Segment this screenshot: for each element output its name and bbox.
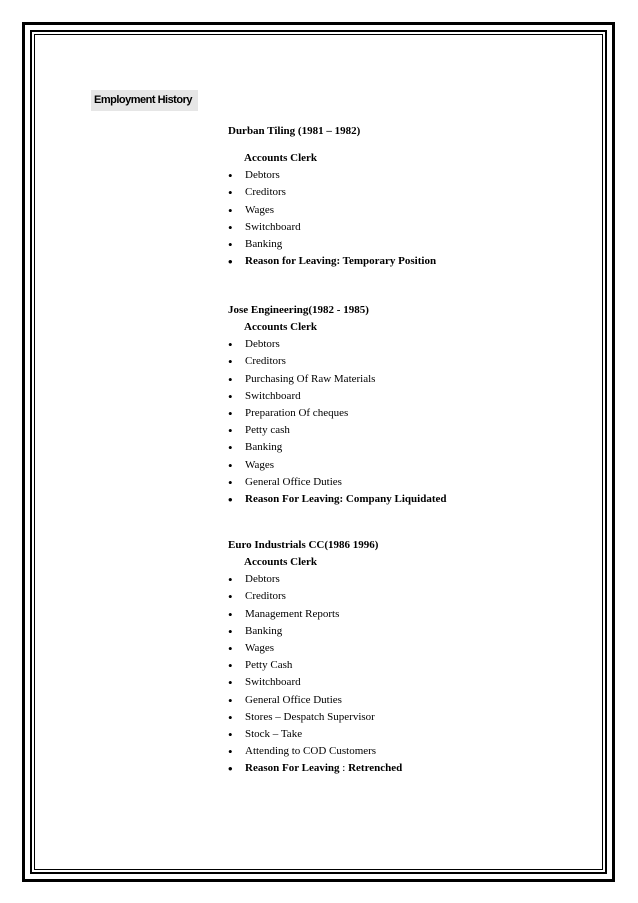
job-title: Euro Industrials CC(1986 1996) — [228, 539, 379, 551]
duty-item: • Attending to COD Customers — [228, 743, 402, 760]
reason-for-leaving: • Reason for Leaving: Temporary Position — [228, 253, 436, 270]
duty-item: • Banking — [228, 439, 447, 456]
duty-item: • Switchboard — [228, 674, 402, 691]
duty-item: • General Office Duties — [228, 692, 402, 709]
duty-item: • Management Reports — [228, 606, 402, 623]
job-role: Accounts Clerk — [244, 556, 318, 568]
duty-item: • Wages — [228, 202, 436, 219]
duty-list — [228, 167, 436, 270]
duty-item: • Petty Cash — [228, 657, 402, 674]
duty-item: • Petty cash — [228, 422, 447, 439]
job-role: Accounts Clerk — [244, 321, 318, 333]
duty-item: • Banking — [228, 236, 436, 253]
job-role: Accounts Clerk — [244, 152, 318, 164]
duty-list — [228, 336, 447, 508]
duty-item: • Debtors — [228, 336, 447, 353]
duty-item: • Creditors — [228, 588, 402, 605]
duty-list — [228, 571, 402, 777]
reason-for-leaving: • Reason For Leaving: Company Liquidated — [228, 491, 447, 508]
reason-for-leaving — [228, 760, 402, 777]
duty-item: • Wages — [228, 640, 402, 657]
duty-item: • Wages — [228, 457, 447, 474]
duty-item: • Stock – Take — [228, 726, 402, 743]
job-durban-tiling — [228, 123, 436, 270]
duty-item: • Preparation Of cheques — [228, 405, 447, 422]
job-jose-engineering — [228, 302, 447, 508]
duty-item: • Debtors — [228, 571, 402, 588]
job-euro-industrials — [228, 537, 402, 777]
duty-item: • Stores – Despatch Supervisor — [228, 709, 402, 726]
duty-item: • Creditors — [228, 353, 447, 370]
job-title: Durban Tiling (1981 – 1982) — [228, 125, 361, 137]
duty-item: • General Office Duties — [228, 474, 447, 491]
duty-item: • Switchboard — [228, 219, 436, 236]
duty-item: • Switchboard — [228, 388, 447, 405]
section-heading-employment-history: Employment History — [91, 90, 198, 111]
reason-value: Retrenched — [348, 762, 403, 775]
reason-label: Reason For Leaving — [245, 762, 340, 775]
duty-item: • Creditors — [228, 184, 436, 201]
duty-item: • Purchasing Of Raw Materials — [228, 371, 447, 388]
duty-item: • Banking — [228, 623, 402, 640]
job-title: Jose Engineering(1982 - 1985) — [228, 304, 369, 316]
reason-separator: : — [339, 762, 349, 775]
duty-item: • Debtors — [228, 167, 436, 184]
